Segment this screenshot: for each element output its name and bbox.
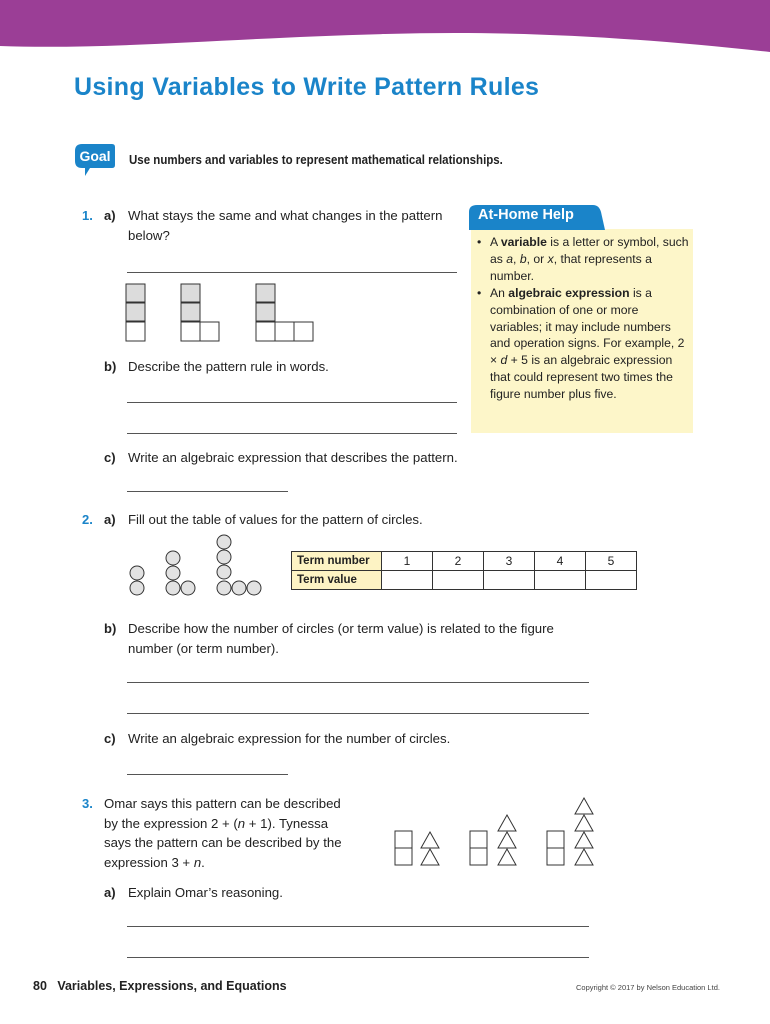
q2c-label: c) — [104, 731, 116, 746]
table-header-term-number: Term number — [292, 552, 382, 571]
goal-badge-label: Goal — [79, 148, 111, 164]
table-cell-term-value-3[interactable] — [484, 571, 535, 590]
q3-text-line-1: Omar says this pattern can be described — [104, 796, 341, 811]
q3a-answer-line-2[interactable] — [127, 957, 589, 958]
table-cell-term-value-1[interactable] — [382, 571, 433, 590]
help-bullet-variable: • A variable is a letter or symbol, such as a, b, or x, that represents a number. — [477, 234, 689, 285]
top-banner — [0, 0, 770, 70]
table-cell-term-number-3: 3 — [484, 552, 535, 571]
q1b-answer-line-2[interactable] — [127, 433, 457, 434]
table-row-term-number — [292, 552, 637, 571]
table-header-term-value: Term value — [292, 571, 382, 590]
q2-number: 2. — [82, 512, 93, 527]
q3-text — [104, 794, 404, 872]
q1-square-pattern — [124, 282, 316, 344]
goal-badge — [74, 143, 116, 177]
footer-chapter — [33, 979, 287, 993]
q1b-text: Describe the pattern rule in words. — [128, 359, 329, 374]
at-home-help-text — [477, 234, 689, 403]
q1b-answer-line-1[interactable] — [127, 402, 457, 403]
q2c-answer-line[interactable] — [127, 774, 288, 775]
q1c-answer-line[interactable] — [127, 491, 288, 492]
q3-text-line-4: expression 3 + n. — [104, 854, 205, 870]
help-bullet-expression: • An algebraic expression is a combination of one or more variables; it may include numbers and operation signs. For example, 2 × d + 5 is an algebraic expression that could represent two times the figure number plus five. — [477, 285, 689, 403]
table-cell-term-number-2: 2 — [433, 552, 484, 571]
table-row-term-value — [292, 571, 637, 590]
chapter-title: Variables, Expressions, and Equations — [57, 979, 287, 993]
q2c-text: Write an algebraic expression for the number of circles. — [128, 731, 451, 746]
q1b-label: b) — [104, 359, 117, 374]
q1c-label: c) — [104, 450, 116, 465]
q1a-text: What stays the same and what changes in the pattern below? — [128, 208, 443, 243]
q3-shape-pattern — [392, 794, 602, 870]
page-number: 80 — [33, 979, 47, 993]
q3-text-line-3: says the pattern can be described by the — [104, 835, 342, 850]
q1c-text: Write an algebraic expression that describes the pattern. — [128, 450, 458, 465]
q1a-label: a) — [104, 208, 116, 223]
q3a-answer-line-1[interactable] — [127, 926, 589, 927]
q2-circle-pattern — [126, 530, 266, 600]
table-cell-term-number-5: 5 — [586, 552, 637, 571]
page-title: Using Variables to Write Pattern Rules — [74, 73, 540, 101]
table-cell-term-value-5[interactable] — [586, 571, 637, 590]
goal-text: Use numbers and variables to represent mathematical relationships. — [129, 153, 503, 167]
q3a-label: a) — [104, 885, 116, 900]
table-cell-term-value-4[interactable] — [535, 571, 586, 590]
q3a-text: Explain Omar’s reasoning. — [128, 885, 283, 900]
table-cell-term-number-1: 1 — [382, 552, 433, 571]
q2a-label: a) — [104, 512, 116, 527]
q1-number: 1. — [82, 208, 93, 223]
q3-text-line-2: by the expression 2 + (n + 1). Tynessa — [104, 815, 329, 831]
q2b-label: b) — [104, 621, 117, 636]
q2a-text: Fill out the table of values for the pattern of circles. — [128, 512, 423, 527]
q2b-answer-line-2[interactable] — [127, 713, 589, 714]
q3-number: 3. — [82, 796, 93, 811]
copyright: Copyright © 2017 by Nelson Education Ltd. — [576, 983, 720, 992]
q1a-answer-line[interactable] — [127, 272, 457, 273]
q2-table-of-values — [291, 551, 637, 590]
q2b-answer-line-1[interactable] — [127, 682, 589, 683]
table-cell-term-number-4: 4 — [535, 552, 586, 571]
q2b-text: Describe how the number of circles (or term value) is related to the figure number (or term number). — [128, 621, 554, 656]
table-cell-term-value-2[interactable] — [433, 571, 484, 590]
at-home-help-title: At-Home Help — [478, 207, 574, 223]
